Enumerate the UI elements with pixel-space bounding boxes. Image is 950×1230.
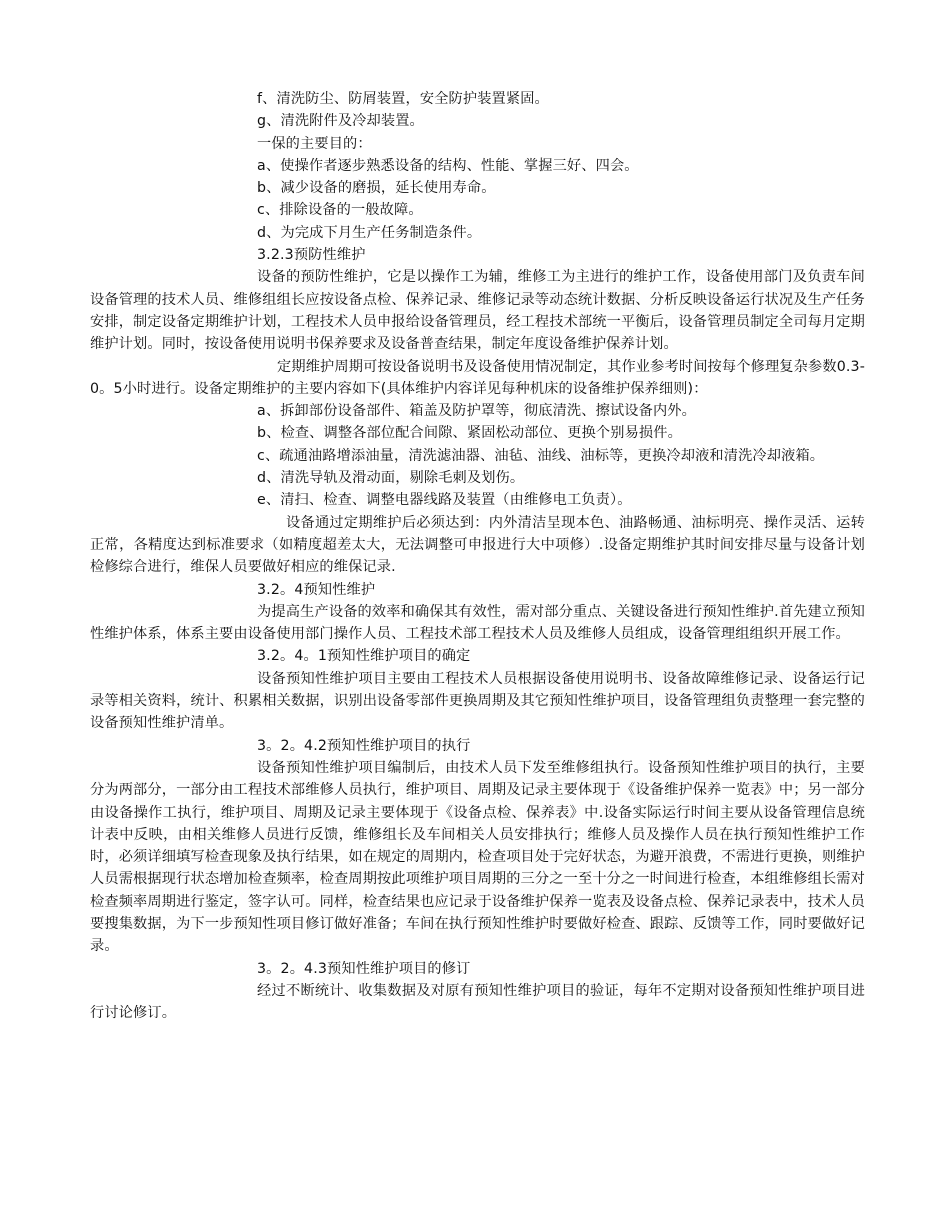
list-item-f: f、清洗防尘、防屑装置，安全防护装置紧固。 bbox=[257, 91, 549, 107]
list-item-b: b、检查、调整各部位配合间隙、紧固松动部位、更换个别易损件。 bbox=[257, 425, 682, 442]
section-heading-3-2-3: 3.2.3预防性维护 bbox=[257, 247, 366, 264]
section-heading-3-2-4-3: 3。2。4.3预知性维护项目的修订 bbox=[257, 960, 471, 977]
list-item-d: d、为完成下月生产任务制造条件。 bbox=[257, 224, 482, 241]
list-item-b: b、减少设备的磨损，延长使用寿命。 bbox=[257, 180, 496, 197]
section-heading-3-2-4-1: 3.2。4。1预知性维护项目的确定 bbox=[257, 648, 471, 665]
list-item-e: e、清扫、检查、调整电器线路及装置（由维修电工负责）。 bbox=[257, 492, 632, 509]
list-item-g: g、清洗附件及冷却装置。 bbox=[257, 113, 424, 130]
body-paragraph: 设备的预防性维护，它是以操作工为辅，维修工为主进行的维护工作，设备使用部门及负责车间设备管理的技术人员、维修组组长应按设备点检、保养记录、维修记录等动态统计数据、分析反映设备运行状况及生产任务安排，制定设备定期维护计划，工程技术人员申报给设备管理员，经工程技术部统一平衡后，设备管理员制定全司每月定期维护计划。同时，按设备使用说明书保养要求及设备普查结果，制定年度设备维护保养计划。 bbox=[90, 269, 865, 353]
body-paragraph: 设备预知性维护项目编制后，由技术人员下发至维修组执行。设备预知性维护项目的执行，主要分为两部分，一部分由工程技术部维修人员执行，维护项目、周期及记录主要体现于《设备维护保养一览表》中；另一部分由设备操作工执行，维护项目、周期及记录主要体现于《设备点检、保养表》中.设备实际运行时间主要从设备管理信息统计表中反映，由相关维修人员进行反馈，维修组长及车间相关人员安排执行；维修人员及操作人员在执行预知性维护工作时，必须详细填写检查现象及执行结果，如在规定的周期内，检查项目处于完好状态，为避开浪费，不需进行更换，则维护人员需根据现行状态增加检查频率，检查周期按此项维护项目周期的三分之一至十分之一时间进行检查，本组维修组长需对检查频率周期进行鉴定，签字认可。同样，检查结果也应记录于设备维护保养一览表及设备点检、保养记录表中，技术人员要搜集数据，为下一步预知性项目修订做好准备；车间在执行预知性维护时要做好检查、跟踪、反馈等工作，同时要做好记录。 bbox=[90, 759, 865, 955]
section-heading-3-2-4-2: 3。2。4.2预知性维护项目的执行 bbox=[257, 737, 471, 754]
body-paragraph: 设备通过定期维护后必须达到：内外清洁呈现本色、油路畅通、油标明亮、操作灵活、运转正常，各精度达到标准要求（如精度超差太大，无法调整可申报进行大中项修）.设备定期维护其时间安排尽量与设备计划检修综合进行，维保人员要做好相应的维保记录. bbox=[90, 514, 865, 576]
body-paragraph: 经过不断统计、收集数据及对原有预知性维护项目的验证，每年不定期对设备预知性维护项目进行讨论修订。 bbox=[90, 982, 865, 1022]
body-paragraph: 为提高生产设备的效率和确保其有效性，需对部分重点、关键设备进行预知性维护.首先建立预知性维护体系，体系主要由设备使用部门操作人员、工程技术部工程技术人员及维修人员组成，设备管理组组织开展工作。 bbox=[90, 603, 865, 643]
subheading-first-maintenance-purpose: 一保的主要目的： bbox=[257, 135, 372, 152]
section-heading-3-2-4: 3.2。4预知性维护 bbox=[257, 581, 376, 598]
list-item-c: c、排除设备的一般故障。 bbox=[257, 202, 423, 219]
body-paragraph: 设备预知性维护项目主要由工程技术人员根据设备使用说明书、设备故障维修记录、设备运行记录等相关资料，统计、积累相关数据，识别出设备零部件更换周期及其它预知性维护项目，设备管理组负责整理一套完整的设备预知性维护清单。 bbox=[90, 670, 865, 732]
list-item-a: a、使操作者逐步熟悉设备的结构、性能、掌握三好、四会。 bbox=[257, 157, 639, 174]
list-item-c: c、疏通油路增添油量，清洗滤油器、油毡、油线、油标等，更换冷却液和清洗冷却液箱。 bbox=[257, 447, 825, 464]
list-item-d: d、清洗导轨及滑动面，剔除毛刺及划伤。 bbox=[257, 470, 525, 487]
body-paragraph: 定期维护周期可按设备说明书及设备使用情况制定，其作业参考时间按每个修理复杂参数0.3-0。5小时进行。设备定期维护的主要内容如下(具体维护内容详见每种机床的设备维护保养细则)： bbox=[90, 358, 865, 397]
document-body bbox=[90, 88, 865, 1024]
list-item-a: a、拆卸部份设备部件、箱盖及防护罩等，彻底清洗、擦试设备内外。 bbox=[257, 403, 696, 420]
